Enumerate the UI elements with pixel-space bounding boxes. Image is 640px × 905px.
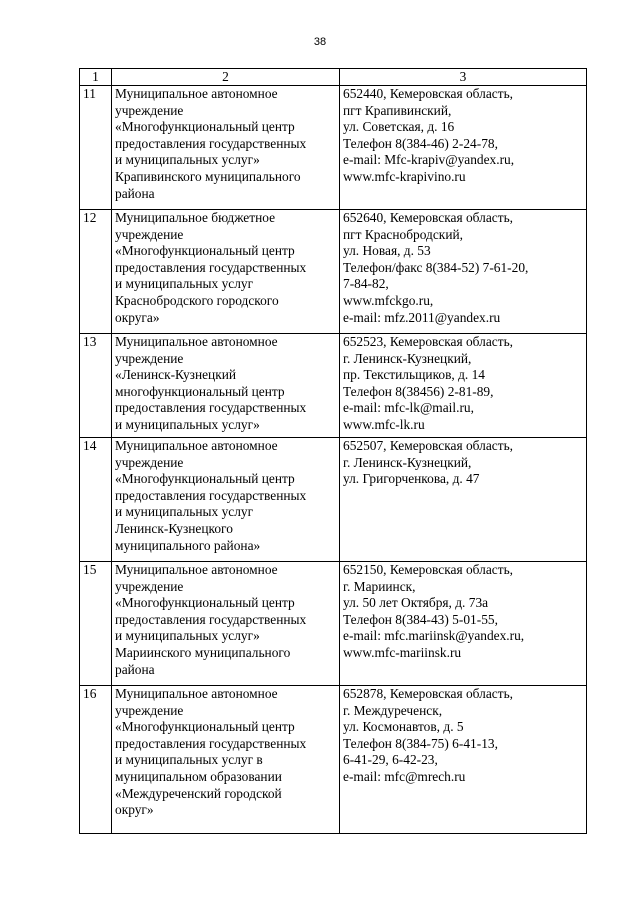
column-header-name: 2 <box>112 69 340 86</box>
organization-name-line: «Многофункциональный центр <box>115 119 295 135</box>
organization-name-line: Мариинского муниципального <box>115 644 291 660</box>
organization-name-line: учреждение <box>115 702 184 718</box>
organization-name-line: «Многофункциональный центр <box>115 719 295 735</box>
contact-address-line: г. Междуреченск, <box>343 702 443 718</box>
table-row <box>80 210 587 334</box>
organization-name-line: Муниципальное автономное <box>115 562 278 577</box>
contact-address-line: www.mfc-mariinsk.ru <box>343 644 462 660</box>
organization-name-line: и муниципальных услуг» <box>115 628 260 644</box>
organization-name-line: и муниципальных услуг в <box>115 752 263 768</box>
contact-address-line: Телефон 8(38456) 2-81-89, <box>343 383 494 399</box>
row-number: 11 <box>80 86 112 210</box>
contact-address-line: ул. Космонавтов, д. 5 <box>343 719 464 735</box>
contact-address-line: Телефон/факс 8(384-52) 7-61-20, <box>343 259 529 275</box>
table-header-row <box>80 69 587 86</box>
organization-name-line: и муниципальных услуг» <box>115 152 260 168</box>
organization-name-line: учреждение <box>115 350 184 366</box>
organization-name-line: «Многофункциональный центр <box>115 595 295 611</box>
organization-name-line: муниципальном образовании <box>115 768 282 784</box>
contact-address-line: 652523, Кемеровская область, <box>343 334 514 349</box>
organization-name-line: многофункциональный центр <box>115 383 285 399</box>
table-body <box>80 86 587 834</box>
contact-address-line: e-mail: mfc@mrech.ru <box>343 768 466 784</box>
organization-name-line: «Многофункциональный центр <box>115 471 295 487</box>
organization-name-cell <box>112 438 340 562</box>
contact-address-line: e-mail: Mfc-krapiv@yandex.ru, <box>343 152 515 168</box>
organization-name-line: «Ленинск-Кузнецкий <box>115 367 237 383</box>
organization-name-line: «Междуреченский городской <box>115 785 282 801</box>
organization-name-line: и муниципальных услуг <box>115 504 254 520</box>
contact-address-cell <box>340 438 587 562</box>
contact-address-cell <box>340 210 587 334</box>
organization-name-cell <box>112 334 340 438</box>
contact-address-line: 652507, Кемеровская область, <box>343 438 514 453</box>
contact-address-line: www.mfckgo.ru, <box>343 292 434 308</box>
organization-name-line: учреждение <box>115 454 184 470</box>
organization-name-line: муниципального района» <box>115 537 261 553</box>
contact-address-line: e-mail: mfc.mariinsk@yandex.ru, <box>343 628 525 644</box>
contact-address-line: пгт Краснобродский, <box>343 226 463 242</box>
organization-name-line: Ленинск-Кузнецкого <box>115 520 233 536</box>
organization-name-line: учреждение <box>115 102 184 118</box>
table-row <box>80 562 587 686</box>
row-number: 14 <box>80 438 112 562</box>
organization-name-line: района <box>115 661 155 677</box>
mfc-registry-table <box>79 68 587 834</box>
organization-name-line: предоставления государственных <box>115 611 307 627</box>
contact-address-line: 6-41-29, 6-42-23, <box>343 752 438 768</box>
row-number: 12 <box>80 210 112 334</box>
contact-address-line: 652150, Кемеровская область, <box>343 562 514 577</box>
organization-name-line: Муниципальное автономное <box>115 438 278 453</box>
contact-address-cell <box>340 562 587 686</box>
contact-address-line: www.mfc-krapivino.ru <box>343 168 466 184</box>
row-number: 15 <box>80 562 112 686</box>
contact-address-line: Телефон 8(384-46) 2-24-78, <box>343 135 498 151</box>
organization-name-line: предоставления государственных <box>115 135 307 151</box>
organization-name-line: и муниципальных услуг <box>115 276 254 292</box>
contact-address-line: г. Мариинск, <box>343 578 416 594</box>
contact-address-line: г. Ленинск-Кузнецкий, <box>343 350 472 366</box>
contact-address-line: пр. Текстильщиков, д. 14 <box>343 367 486 383</box>
table-row <box>80 438 587 562</box>
organization-name-line: и муниципальных услуг» <box>115 416 260 432</box>
contact-address-line: ул. Советская, д. 16 <box>343 119 455 135</box>
organization-name-line: Муниципальное автономное <box>115 86 278 101</box>
column-header-number: 1 <box>80 69 112 86</box>
organization-name-line: Муниципальное бюджетное <box>115 210 276 225</box>
organization-name-cell <box>112 86 340 210</box>
contact-address-line: www.mfc-lk.ru <box>343 416 425 432</box>
organization-name-line: предоставления государственных <box>115 487 307 503</box>
row-number: 16 <box>80 686 112 834</box>
table-row <box>80 334 587 438</box>
organization-name-cell <box>112 686 340 834</box>
organization-name-line: «Многофункциональный центр <box>115 243 295 259</box>
organization-name-line: учреждение <box>115 578 184 594</box>
contact-address-line: ул. Григорченкова, д. 47 <box>343 471 480 487</box>
organization-name-line: учреждение <box>115 226 184 242</box>
contact-address-line: 7-84-82, <box>343 276 389 292</box>
contact-address-line: Телефон 8(384-75) 6-41-13, <box>343 735 498 751</box>
organization-name-line: Муниципальное автономное <box>115 686 278 701</box>
contact-address-line: Телефон 8(384-43) 5-01-55, <box>343 611 498 627</box>
contact-address-cell <box>340 686 587 834</box>
organization-name-line: предоставления государственных <box>115 735 307 751</box>
organization-name-cell <box>112 562 340 686</box>
page-number: 38 <box>313 36 327 48</box>
organization-name-line: Крапивинского муниципального <box>115 168 301 184</box>
contact-address-line: г. Ленинск-Кузнецкий, <box>343 454 472 470</box>
table-row <box>80 86 587 210</box>
organization-name-line: Краснобродского городского <box>115 292 279 308</box>
row-number: 13 <box>80 334 112 438</box>
contact-address-line: ул. 50 лет Октября, д. 73а <box>343 595 489 611</box>
contact-address-line: ул. Новая, д. 53 <box>343 243 431 259</box>
contact-address-line: пгт Крапивинский, <box>343 102 452 118</box>
column-header-address: 3 <box>340 69 587 86</box>
contact-address-line: e-mail: mfz.2011@yandex.ru <box>343 309 501 325</box>
contact-address-cell <box>340 334 587 438</box>
organization-name-line: округ» <box>115 802 154 818</box>
organization-name-line: района <box>115 185 155 201</box>
organization-name-line: предоставления государственных <box>115 259 307 275</box>
organization-name-line: Муниципальное автономное <box>115 334 278 349</box>
contact-address-line: e-mail: mfc-lk@mail.ru, <box>343 400 474 416</box>
contact-address-cell <box>340 86 587 210</box>
organization-name-cell <box>112 210 340 334</box>
contact-address-line: 652640, Кемеровская область, <box>343 210 514 225</box>
contact-address-line: 652440, Кемеровская область, <box>343 86 514 101</box>
organization-name-line: округа» <box>115 309 160 325</box>
contact-address-line: 652878, Кемеровская область, <box>343 686 514 701</box>
table-row <box>80 686 587 834</box>
organization-name-line: предоставления государственных <box>115 400 307 416</box>
